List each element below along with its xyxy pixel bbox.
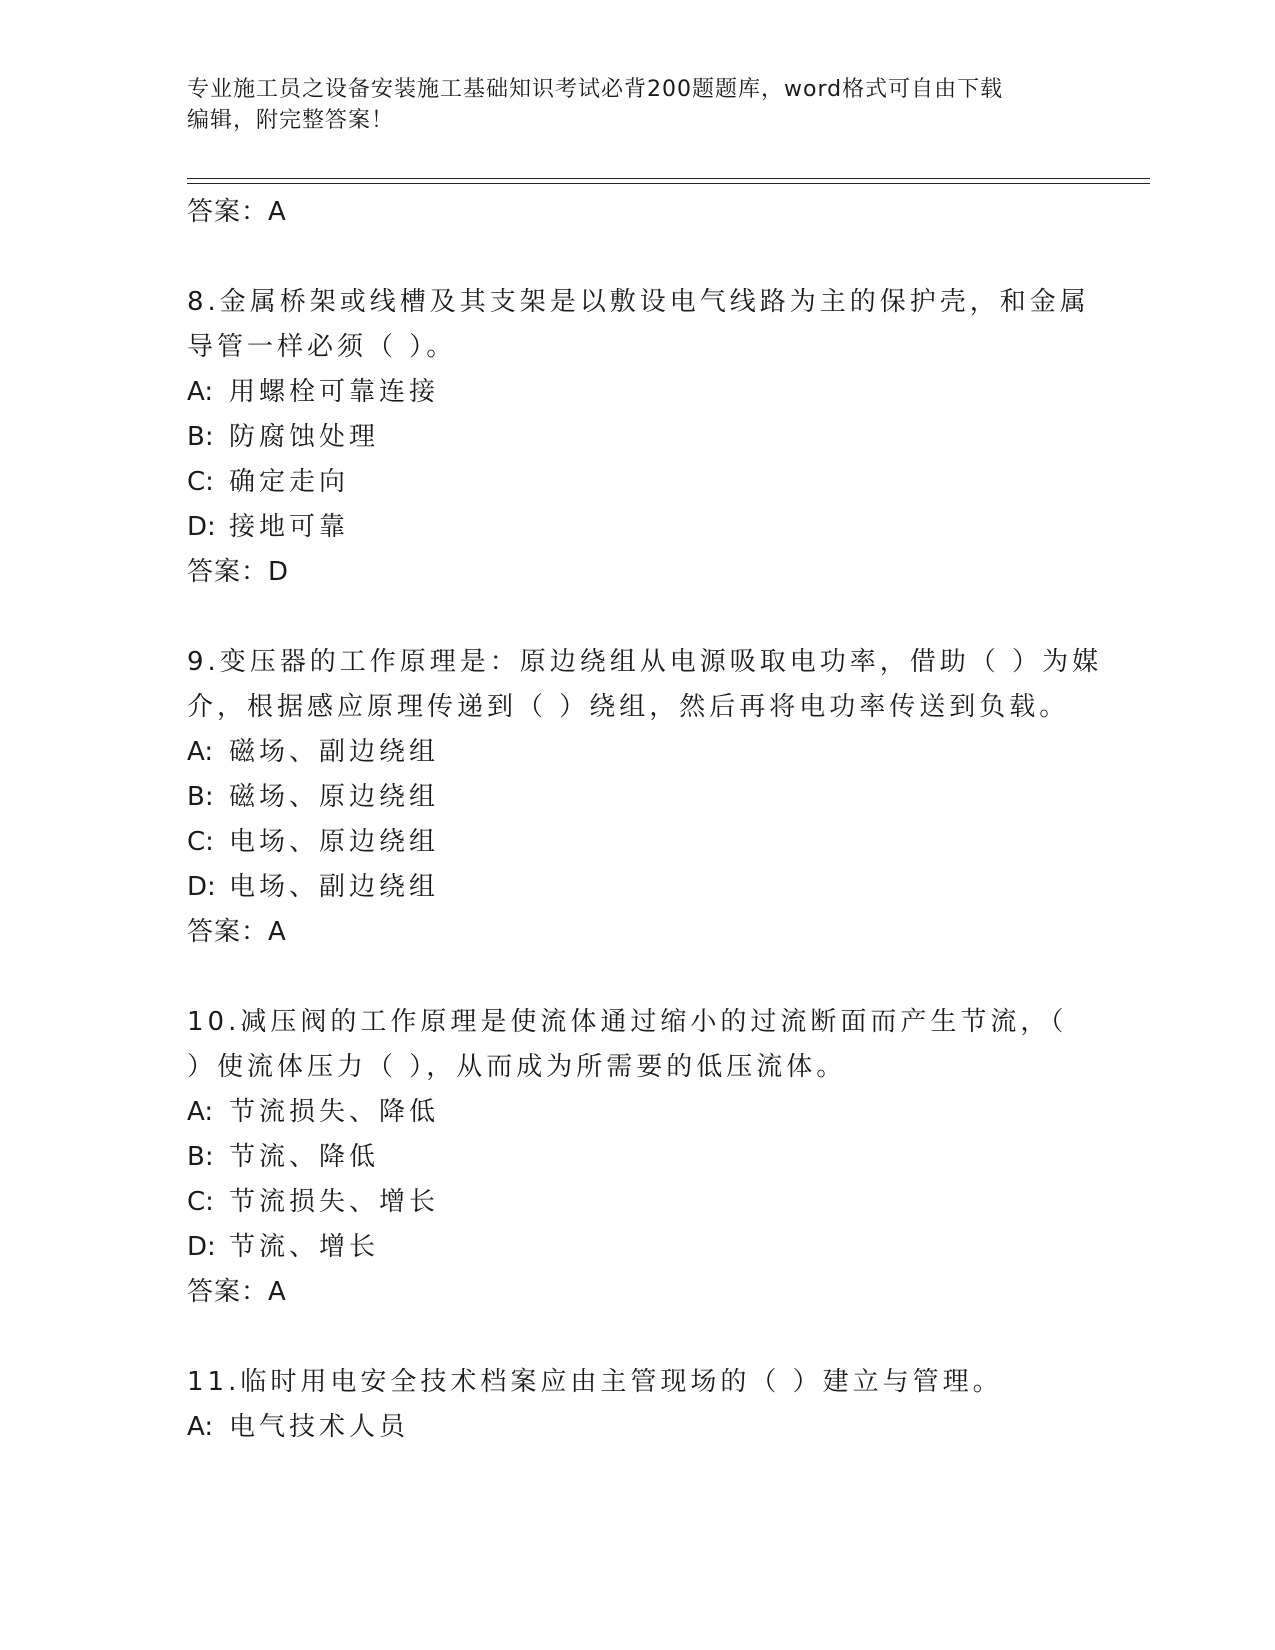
question-10 bbox=[187, 1000, 1107, 1314]
question-text-line: 10.减压阀的工作原理是使流体通过缩小的过流断面而产生节流，（ bbox=[187, 1007, 1068, 1037]
option-c bbox=[187, 820, 1107, 865]
option-a bbox=[187, 1090, 1107, 1135]
question-text-line: 8.金属桥架或线槽及其支架是以敷设电气线路为主的保护壳，和金属 bbox=[187, 287, 1090, 317]
document-body bbox=[187, 190, 1107, 1450]
header-line-2: 编辑，附完整答案！ bbox=[187, 108, 395, 133]
option-key: B: bbox=[187, 1142, 214, 1172]
option-text: 节流损失、降低 bbox=[229, 1097, 440, 1127]
option-b bbox=[187, 1135, 1107, 1180]
question-text bbox=[187, 640, 1107, 730]
option-key: A: bbox=[187, 737, 214, 767]
option-d bbox=[187, 1225, 1107, 1270]
question-text-line: 导管一样必须（ ）。 bbox=[187, 332, 457, 362]
question-text bbox=[187, 280, 1107, 370]
header-divider-bottom bbox=[187, 183, 1150, 184]
answer-line: 答案：A bbox=[187, 1277, 287, 1307]
option-key: A: bbox=[187, 377, 214, 407]
answer-line: 答案：D bbox=[187, 557, 290, 587]
option-key: D: bbox=[187, 1232, 216, 1262]
option-a bbox=[187, 370, 1107, 415]
answer-line: 答案：A bbox=[187, 917, 287, 947]
option-key: B: bbox=[187, 782, 214, 812]
option-key: D: bbox=[187, 512, 216, 542]
option-text: 用螺栓可靠连接 bbox=[229, 377, 440, 407]
option-key: C: bbox=[187, 1187, 214, 1217]
option-key: A: bbox=[187, 1097, 214, 1127]
option-a bbox=[187, 730, 1107, 775]
option-key: B: bbox=[187, 422, 214, 452]
option-text: 接地可靠 bbox=[229, 512, 350, 542]
question-text-line: 介，根据感应原理传递到（ ）绕组，然后再将电功率传送到负载。 bbox=[187, 692, 1070, 722]
option-text: 确定走向 bbox=[229, 467, 350, 497]
header-divider-top bbox=[187, 178, 1150, 179]
option-text: 节流、降低 bbox=[229, 1142, 380, 1172]
question-text bbox=[187, 1000, 1107, 1090]
option-text: 电气技术人员 bbox=[229, 1412, 410, 1442]
option-d bbox=[187, 505, 1107, 550]
option-text: 防腐蚀处理 bbox=[229, 422, 380, 452]
answer-line: 答案：A bbox=[187, 197, 287, 227]
option-key: D: bbox=[187, 872, 216, 902]
option-b bbox=[187, 415, 1107, 460]
question-text-line: ）使流体压力（ ），从而成为所需要的低压流体。 bbox=[187, 1052, 847, 1082]
option-text: 电场、副边绕组 bbox=[229, 872, 440, 902]
option-b bbox=[187, 775, 1107, 820]
option-key: A: bbox=[187, 1412, 214, 1442]
option-text: 磁场、副边绕组 bbox=[229, 737, 440, 767]
question-9 bbox=[187, 640, 1107, 954]
option-c bbox=[187, 1180, 1107, 1225]
option-text: 磁场、原边绕组 bbox=[229, 782, 440, 812]
question-text bbox=[187, 1360, 1107, 1405]
option-key: C: bbox=[187, 827, 214, 857]
option-text: 电场、原边绕组 bbox=[229, 827, 440, 857]
option-c bbox=[187, 460, 1107, 505]
option-text: 节流、增长 bbox=[229, 1232, 380, 1262]
header-line-1: 专业施工员之设备安装施工基础知识考试必背200题题库，word格式可自由下载 bbox=[187, 77, 1004, 102]
question-8 bbox=[187, 280, 1107, 594]
option-text: 节流损失、增长 bbox=[229, 1187, 440, 1217]
question-text-line: 9.变压器的工作原理是：原边绕组从电源吸取电功率，借助（ ）为媒 bbox=[187, 647, 1103, 677]
question-11 bbox=[187, 1360, 1107, 1450]
question-text-line: 11.临时用电安全技术档案应由主管现场的（ ）建立与管理。 bbox=[187, 1367, 1003, 1397]
option-a bbox=[187, 1405, 1107, 1450]
option-key: C: bbox=[187, 467, 214, 497]
option-d bbox=[187, 865, 1107, 910]
page-header bbox=[187, 74, 1087, 136]
